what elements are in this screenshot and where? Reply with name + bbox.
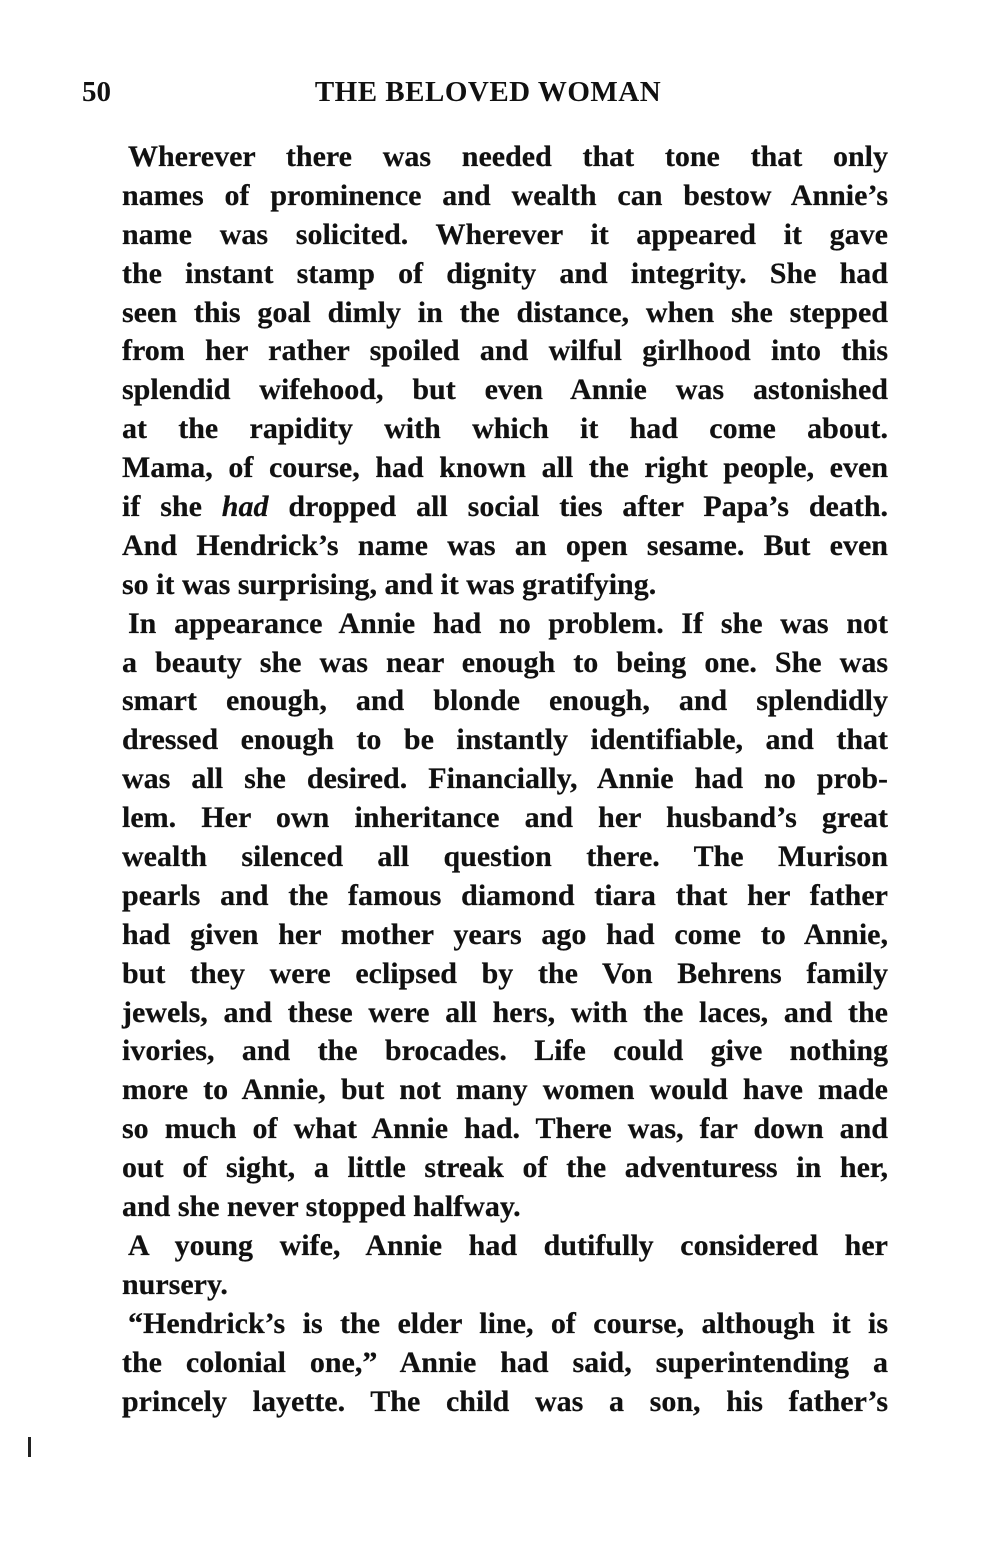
text-segment: if she <box>122 490 222 524</box>
text-segment: dropped all social ties after Papa’s death. <box>268 490 889 524</box>
text-line: and she never stopped halfway. <box>122 1190 521 1224</box>
text-line: And Hendrick’s name was an open sesame. But even <box>122 528 888 562</box>
text-line: ivories, and the brocades. Life could give nothing <box>122 1034 888 1068</box>
scan-mark <box>28 1437 31 1457</box>
text-line: out of sight, a little streak of the adventuress in her, <box>122 1151 888 1185</box>
text-line: jewels, and these were all hers, with the laces, and the <box>122 995 888 1029</box>
text-line: wealth silenced all question there. The Murison <box>122 840 888 874</box>
italic-word: had <box>221 490 269 524</box>
text-line: was all she desired. Financially, Annie had no prob- <box>122 762 888 796</box>
text-line: splendid wifehood, but even Annie was astonished <box>122 373 888 407</box>
text-line: “Hendrick’s is the elder line, of course, although it is <box>128 1306 888 1340</box>
text-line: Wherever there was needed that tone that only <box>128 140 888 173</box>
page-header <box>82 76 888 116</box>
text-line: nursery. <box>122 1267 228 1301</box>
text-line: A young wife, Annie had dutifully considered her <box>128 1228 888 1262</box>
body-text <box>122 138 888 1421</box>
text-line: smart enough, and blonde enough, and splendidly <box>122 684 888 718</box>
text-line: had given her mother years ago had come to Annie, <box>122 917 888 951</box>
page-number: 50 <box>82 76 111 108</box>
text-line: lem. Her own inheritance and her husband’s great <box>122 801 888 835</box>
text-line: Mama, of course, had known all the right people, even <box>122 451 888 485</box>
text-line: names of prominence and wealth can bestow Annie’s <box>122 178 888 212</box>
text-line: at the rapidity with which it had come about. <box>122 412 888 446</box>
text-line: from her rather spoiled and wilful girlhood into this <box>122 334 888 368</box>
text-line: dressed enough to be instantly identifiable, and that <box>122 723 888 757</box>
text-line: more to Annie, but not many women would have made <box>122 1073 888 1107</box>
text-line: so much of what Annie had. There was, far down and <box>122 1112 888 1146</box>
text-line: seen this goal dimly in the distance, when she stepped <box>122 295 888 329</box>
text-line: princely layette. The child was a son, his father’s <box>122 1384 888 1418</box>
text-line: but they were eclipsed by the Von Behrens family <box>122 956 888 990</box>
text-line: name was solicited. Wherever it appeared it gave <box>122 217 888 251</box>
text-line: a beauty she was near enough to being one. She was <box>122 645 888 679</box>
text-line: the colonial one,” Annie had said, superintending a <box>122 1345 888 1379</box>
text-line: pearls and the famous diamond tiara that her father <box>122 878 888 912</box>
text-line: In appearance Annie had no problem. If she was not <box>128 606 888 640</box>
text-line <box>122 488 888 527</box>
text-line: so it was surprising, and it was gratifying. <box>122 567 657 601</box>
running-title: THE BELOVED WOMAN <box>314 76 662 108</box>
text-line: the instant stamp of dignity and integrity. She had <box>122 256 888 290</box>
